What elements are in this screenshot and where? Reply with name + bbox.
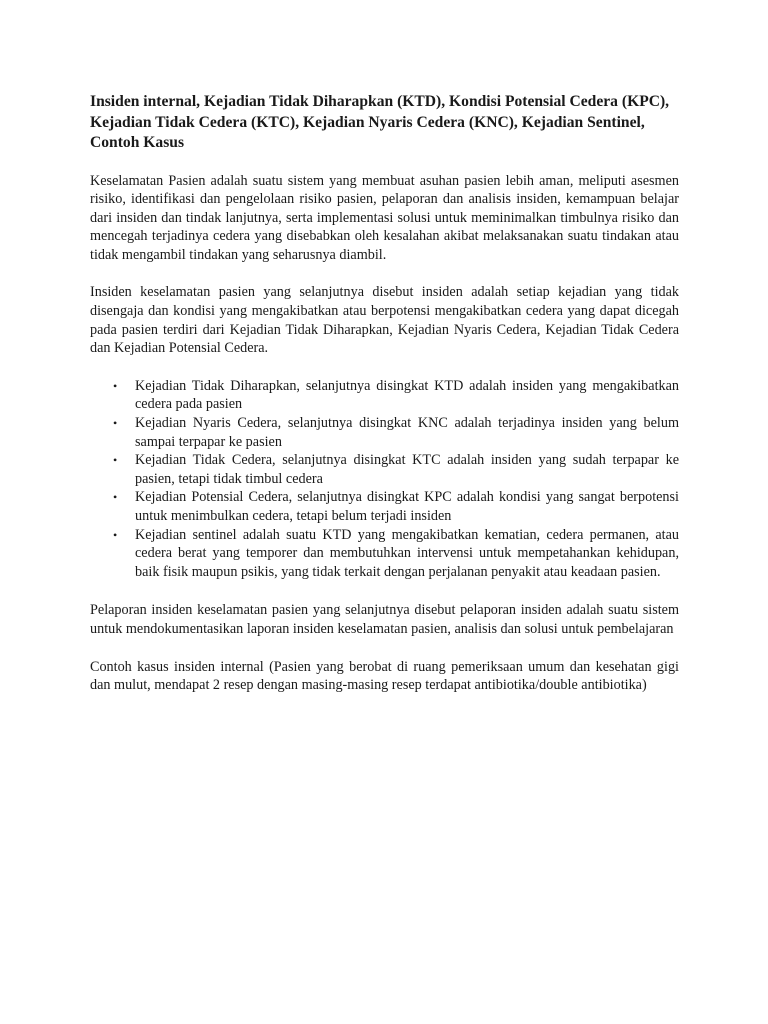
list-item-text: Kejadian Potensial Cedera, selanjutnya disingkat KPC adalah kondisi yang sangat berpotensi untuk menimbulkan cedera, tetapi belum terjadi insiden [135,489,679,524]
list-item-text: Kejadian Tidak Cedera, selanjutnya disingkat KTC adalah insiden yang sudah terpapar ke pasien, tetapi tidak timbul cedera [135,452,679,487]
list-item-knc [90,414,679,451]
list-item-ktc [90,451,679,488]
list-item-text: Kejadian sentinel adalah suatu KTD yang mengakibatkan kematian, cedera permanen, atau cedera berat yang temporer dan membutuhkan intervensi untuk mempetahankan kehidupan, baik fisik maupun psikis, yang tidak terkait dengan perjalanan penyakit atau keadaan pasien. [135,526,679,580]
list-item-ktd [90,377,679,414]
paragraph-case-example: Contoh kasus insiden internal (Pasien yang berobat di ruang pemeriksaan umum dan kesehatan gigi dan mulut, mendapat 2 resep dengan masing-masing resep terdapat antibiotika/double antibiotika) [90,658,679,694]
document-title: Insiden internal, Kejadian Tidak Diharapkan (KTD), Kondisi Potensial Cedera (KPC), Kejadian Tidak Cedera (KTC), Kejadian Nyaris Cedera (KNC), Kejadian Sentinel, Contoh Kasus [90,93,670,151]
paragraph-patient-safety: Keselamatan Pasien adalah suatu sistem yang membuat asuhan pasien lebih aman, meliputi asesmen risiko, identifikasi dan pengelolaan risiko pasien, pelaporan dan analisis insiden, kemampuan belajar dari insiden dan tindak lanjutnya, serta implementasi solusi untuk meminimalkan timbulnya risiko dan mencegah terjadinya cedera yang disebabkan oleh kesalahan akibat melaksanakan suatu tindakan atau tidak mengambil tindakan yang seharusnya diambil. [90,172,679,263]
incident-types-list [90,377,679,582]
bullet-icon: • [113,453,118,468]
paragraph-incident-reporting: Pelaporan insiden keselamatan pasien yang selanjutnya disebut pelaporan insiden adalah suatu sistem untuk mendokumentasikan laporan insiden keselamatan pasien, analisis dan solusi untuk pembelajaran [90,602,679,637]
list-item-text: Kejadian Nyaris Cedera, selanjutnya disingkat KNC adalah terjadinya insiden yang belum sampai terpapar ke pasien [135,415,679,450]
bullet-icon: • [113,490,118,505]
list-item-text: Kejadian Tidak Diharapkan, selanjutnya disingkat KTD adalah insiden yang mengakibatkan cedera pada pasien [135,377,679,413]
paragraph-incident-definition: Insiden keselamatan pasien yang selanjutnya disebut insiden adalah setiap kejadian yang tidak disengaja dan kondisi yang mengakibatkan atau berpotensi mengakibatkan cedera yang dapat dicegah pada pasien terdiri dari Kejadian Tidak Diharapkan, Kejadian Nyaris Cedera, Kejadian Tidak Cedera dan Kejadian Potensial Cedera. [90,284,679,357]
bullet-icon: • [113,416,118,431]
list-item-sentinel [90,526,679,582]
bullet-icon: • [113,527,118,542]
bullet-icon: • [113,378,118,393]
list-item-kpc [90,488,679,525]
document-page [90,92,679,714]
